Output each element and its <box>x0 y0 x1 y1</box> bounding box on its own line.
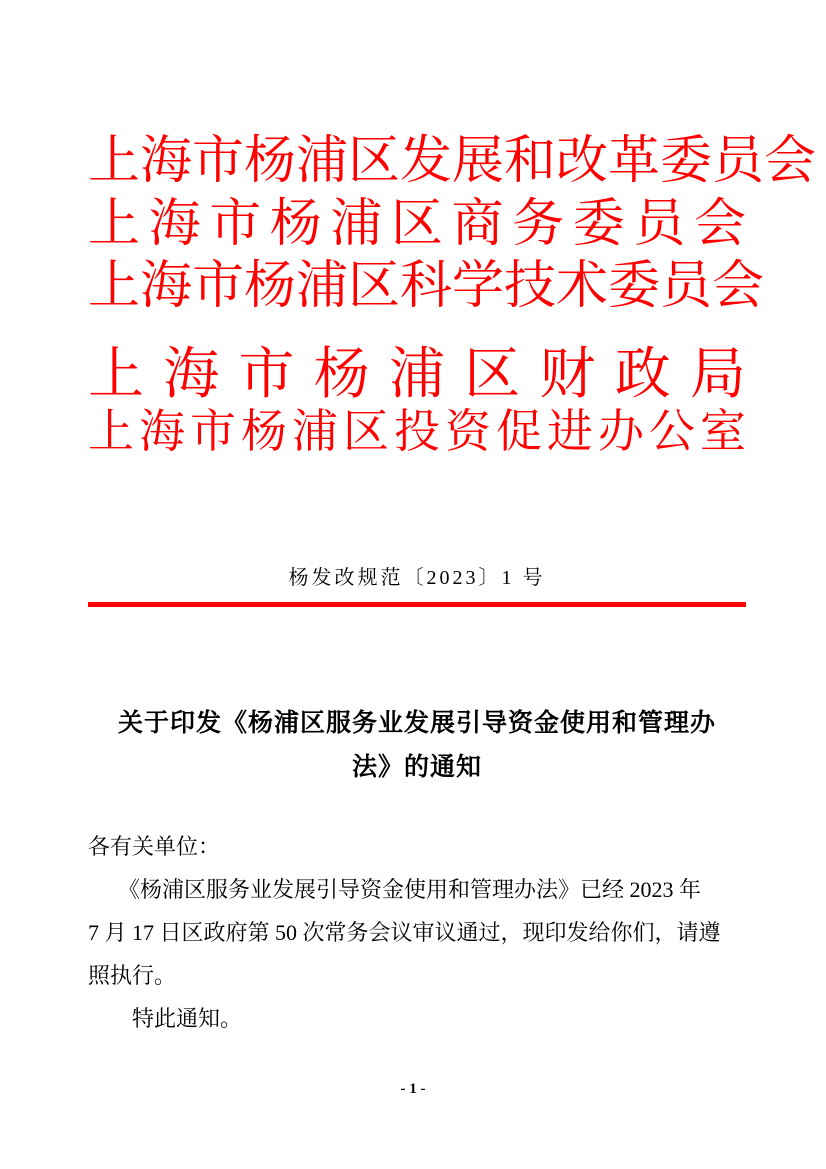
notice-title-line-1: 关于印发《杨浦区服务业发展引导资金使用和管理办 <box>117 709 716 737</box>
document-number: 杨发改规范〔2023〕1 号 <box>288 567 546 589</box>
paragraph-line-2: 7 月 17 日区政府第 50 次常务会议审议通过，现印发给你们，请遵 <box>88 920 721 945</box>
paragraph-line-1: 《杨浦区服务业发展引导资金使用和管理办法》已经 2023 年 <box>118 877 702 902</box>
agency-name-sww: 上海市杨浦区商务委员会 <box>88 196 746 253</box>
agency-name-tzcjb: 上海市杨浦区投资促进办公室 <box>88 406 746 457</box>
agency-name-fgw: 上海市杨浦区发展和改革委员会 <box>88 133 817 190</box>
letterhead-divider-rule <box>88 602 746 607</box>
agency-name-czj: 上海市杨浦区财政局 <box>88 344 746 406</box>
paragraph-line-3: 照执行。 <box>88 963 177 988</box>
notice-title-line-2: 法》的通知 <box>351 753 482 781</box>
closing-line: 特此通知。 <box>132 1006 243 1031</box>
letterhead <box>88 130 817 457</box>
notice-title <box>88 701 746 789</box>
notice-body <box>88 825 746 1040</box>
salutation-line: 各有关单位： <box>88 834 221 859</box>
agency-name-kjw: 上海市杨浦区科学技术委员会 <box>88 258 765 315</box>
page-number: - 1 - <box>400 1081 426 1097</box>
